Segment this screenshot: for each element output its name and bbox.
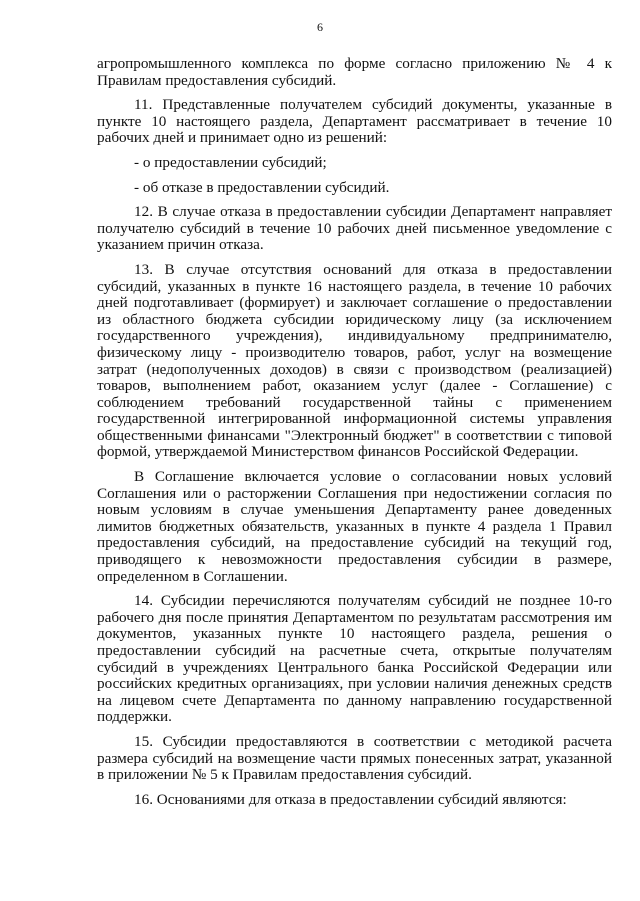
decision-option-grant: - о предоставлении субсидий; [134, 153, 327, 171]
paragraph-continuation: агропромышленного комплекса по форме согласно приложению № 4 к Правилам предоставления субсидий. [97, 55, 612, 89]
paragraph-agreement-terms: В Соглашение включается условие о согласовании новых условий Соглашения или о расторжении Соглашения при недостижении согласия по новым условиям в случае уменьшения Департаменту ранее доведенных лимитов бюджетных обязательств, указанных в пункте 4 раздела 1 Правил предоставления субсидий, на предоставление субсидий на текущий год, приводящего к невозможности предоставления субсидии в размере, определенном в Соглашении. [97, 468, 612, 585]
paragraph-15: 15. Субсидии предоставляются в соответствии с методикой расчета размера субсидий на возмещение части прямых понесенных затрат, указанной в приложении № 5 к Правилам предоставления субсидий. [97, 732, 612, 784]
paragraph-16: 16. Основаниями для отказа в предоставлении субсидий являются: [134, 790, 567, 808]
document-body [97, 56, 612, 816]
page-number: 6 [317, 20, 323, 34]
decision-option-refusal: - об отказе в предоставлении субсидий. [134, 178, 390, 196]
paragraph-13: 13. В случае отсутствия оснований для отказа в предоставлении субсидий, указанных в пункте 16 настоящего раздела, в течение 10 рабочих дней подготавливает (формирует) и заключает соглашение о предоставлении из областного бюджета субсидии юридическому лицу (за исключением государственного учреждения), индивидуальному предпринимателю, физическому лицу - производителю товаров, работ, услуг на возмещение затрат (недополученных доходов) в связи с производством (реализацией) товаров, выполнением работ, оказанием услуг (далее - Соглашение) с соблюдением требований государственной тайны с применением государственной интегрированной информационной системы управления общественными финансами "Электронный бюджет" в соответствии с типовой формой, утверждаемой Министерством финансов Российской Федерации. [97, 260, 612, 461]
paragraph-12: 12. В случае отказа в предоставлении субсидии Департамент направляет получателю субсидий в течение 10 рабочих дней письменное уведомление с указанием причин отказа. [97, 203, 612, 254]
paragraph-11: 11. Представленные получателем субсидий документы, указанные в пункте 10 настоящего раздела, Департамент рассматривает в течение 10 рабочих дней и принимает одно из решений: [97, 96, 612, 147]
paragraph-14: 14. Субсидии перечисляются получателям субсидий не позднее 10-го рабочего дня после принятия Департаментом по результатам рассмотрения им документов, указанных пункте 10 настоящего раздела, решения о предоставлении субсидий на расчетные счета, открытые получателям субсидий в учреждениях Центрального банка Российской Федерации или российских кредитных организациях, при условии наличия денежных средств на лицевом счете Департамента по данному направлению государственной поддержки. [97, 592, 612, 726]
